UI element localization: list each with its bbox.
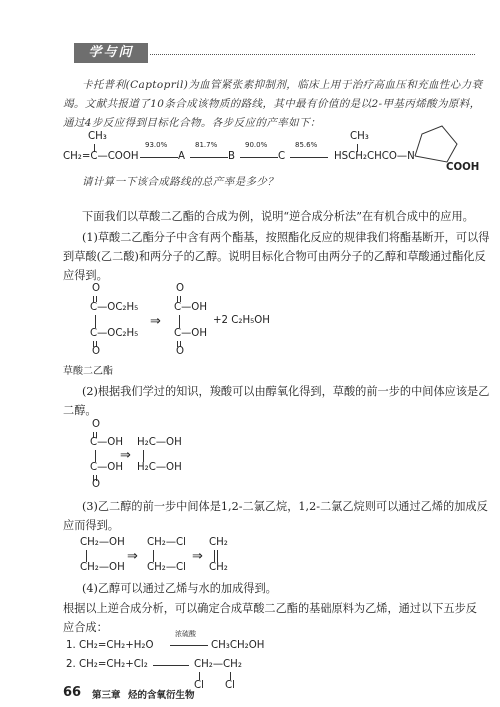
- step2-line1: (2)根据我们学过的知识，羧酸可以由醇氧化得到，草酸的前一步的中间体应该是乙: [82, 385, 490, 398]
- eq1-condition: 浓硫酸: [175, 630, 196, 638]
- yield-4: 85.6%: [295, 141, 318, 149]
- section-badge: [74, 43, 148, 63]
- intermediate-a: A: [178, 151, 185, 162]
- product-acid: COOH: [446, 162, 480, 173]
- page-number: 66: [63, 685, 82, 700]
- intermediate-b: B: [228, 151, 235, 162]
- box-question: 请计算一下该合成路线的总产率是多少？: [82, 176, 279, 188]
- section-badge-label: 学与问: [88, 45, 134, 60]
- step1-line1: (1)草酸二乙酯分子中含有两个酯基，按照酯化反应的规律我们将酯基断开，可以得: [82, 231, 490, 244]
- product-methyl: CH₃: [350, 131, 369, 142]
- intermediate-c: C: [278, 151, 286, 162]
- step3-line2: 应而得到。: [63, 519, 119, 532]
- footer-chapter: 第三章: [92, 690, 121, 701]
- dotted-rule: [150, 54, 475, 55]
- box-line-1: 卡托普利(Captopril)为血管紧张素抑制剂，临床上用于治疗高血压和充血性心力衰: [82, 79, 483, 91]
- step2-line2: 二醇。: [63, 404, 97, 417]
- step1-line3: 应得到。: [63, 269, 108, 282]
- box-line-2: 竭。文献共报道了10条合成该物质的路线，其中最有价值的是以2-甲基丙烯酸为原料，: [63, 98, 481, 110]
- start-material: CH₂=C—COOH: [63, 151, 139, 162]
- box-line-3: 通过4步反应得到目标化合物。各步反应的产率如下：: [63, 117, 321, 129]
- yield-1: 93.0%: [145, 141, 168, 149]
- summary-line2: 应合成：: [63, 621, 108, 634]
- start-methyl: CH₃: [88, 131, 107, 142]
- step4-line: (4)乙醇可以通过乙烯与水的加成得到。: [82, 582, 277, 595]
- summary-line1: 根据以上逆合成分析，可以确定合成草酸二乙酯的基础原料为乙烯，通过以下五步反: [63, 602, 477, 615]
- step1-line2: 到草酸(乙二酸)和两分子的乙醇。说明目标化合物可由两分子的乙醇和草酸通过酯化反: [63, 250, 486, 263]
- paragraph-intro: 下面我们以草酸二乙酯的合成为例，说明“逆合成分析法”在有机合成中的应用。: [82, 210, 474, 223]
- retro-arrow: ⇒: [150, 314, 161, 329]
- ester-caption: 草酸二乙酯: [63, 366, 113, 377]
- yield-2: 81.7%: [195, 141, 218, 149]
- step3-line1: (3)乙二醇的前一步中间体是1,2-二氯乙烷，1,2-二氯乙烷则可以通过乙烯的加成反: [82, 500, 488, 513]
- product-chain: HSCH₂CHCO—N: [334, 151, 415, 162]
- footer-title: 烃的含氧衍生物: [128, 690, 195, 701]
- yield-3: 90.0%: [245, 141, 268, 149]
